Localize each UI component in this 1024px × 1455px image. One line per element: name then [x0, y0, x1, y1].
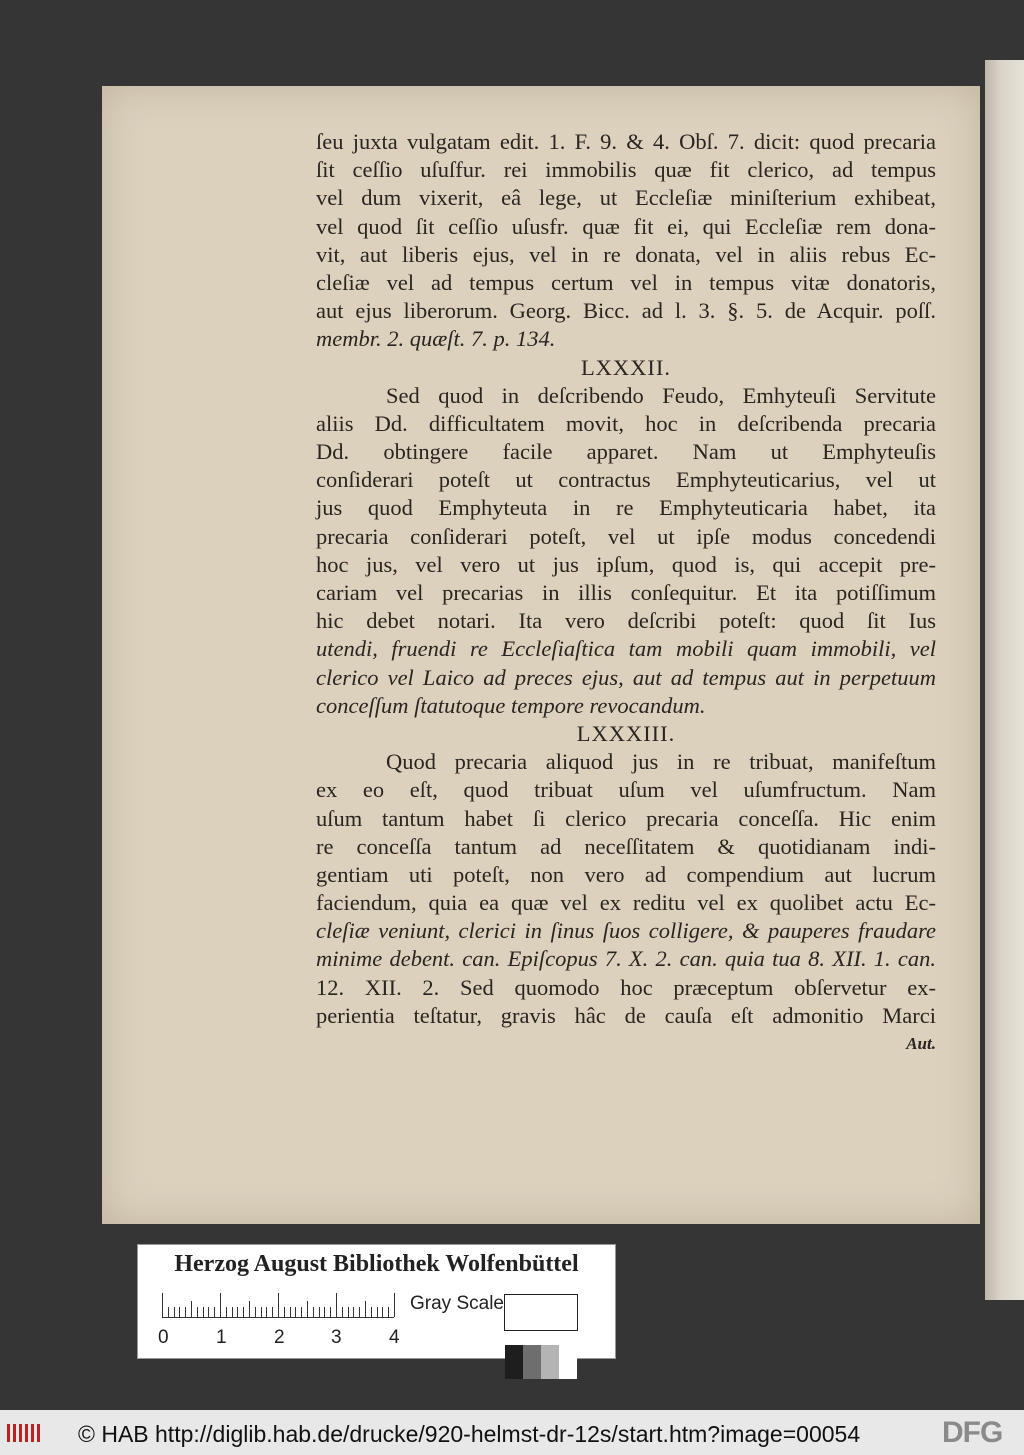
text-line: Dd. obtingere facile apparet. Nam ut Emphyteuſis [316, 439, 936, 465]
library-name: Herzog August Bibliothek Wolfenbüttel [174, 1251, 579, 1277]
text-line: minime debent. can. Epiſcopus 7. X. 2. can. quia tua 8. XII. 1. can. [316, 946, 936, 972]
hab-logo-icon [6, 1422, 44, 1444]
ruler-tick [382, 1307, 383, 1317]
ruler-number: 3 [331, 1327, 342, 1348]
ruler-tick [313, 1307, 314, 1317]
ruler-tick [394, 1293, 395, 1317]
text-line: cleſiæ vel ad tempus certum vel in tempus vitæ donatoris, [316, 269, 936, 295]
ruler-number: 0 [158, 1327, 169, 1348]
page-text [316, 128, 936, 1058]
ruler-tick [301, 1307, 302, 1317]
ruler-tick [162, 1293, 163, 1317]
text-line: ſit ceſſio uſuſfur. rei immobilis quæ fit clerico, ad tempus [316, 157, 936, 183]
ruler-tick [220, 1293, 221, 1317]
ruler-tick [307, 1301, 308, 1317]
ruler-tick [278, 1293, 279, 1317]
gray-scale-swatches [504, 1294, 578, 1331]
ruler-tick [284, 1307, 285, 1317]
ruler-tick [330, 1307, 331, 1317]
ruler-tick [324, 1307, 325, 1317]
text-line: faciendum, quia ea quæ vel ex reditu vel ex quolibet actu Ec- [316, 890, 936, 916]
ruler-tick [208, 1307, 209, 1317]
text-line: membr. 2. quæſt. 7. p. 134. [316, 326, 556, 352]
measurement-ruler [162, 1293, 394, 1318]
ruler-number: 4 [389, 1327, 400, 1348]
text-line: Sed quod in deſcribendo Feudo, Emhyteuſi Servitute [386, 382, 936, 408]
ruler-tick [359, 1307, 360, 1317]
text-line: clerico vel Laico ad preces ejus, aut ad tempus aut in perpetuum [316, 664, 936, 690]
swatch-white [559, 1345, 577, 1379]
text-line: vit, aut liberis ejus, vel in re donata, vel in aliis rebus Ec- [316, 241, 936, 267]
ruler-tick [365, 1301, 366, 1317]
text-line: conceſſum ſtatutoque tempore revocandum. [316, 692, 706, 718]
swatch-dark-gray [523, 1345, 541, 1379]
text-line: uſum tantum habet ſi clerico precaria conceſſa. Hic enim [316, 805, 936, 831]
ruler-tick [255, 1307, 256, 1317]
text-line: re conceſſa tantum ad neceſſitatem & quotidianam indi- [316, 833, 936, 859]
ruler-tick [174, 1307, 175, 1317]
section-heading: LXXXII. [580, 354, 672, 380]
footer-bar [0, 1410, 1024, 1455]
ruler-tick [295, 1307, 296, 1317]
library-color-card [137, 1244, 616, 1359]
ruler-tick [191, 1301, 192, 1317]
text-line: cariam vel precarias in illis conſequitur. Et ita potiſſimum [316, 580, 936, 605]
swatch-black [505, 1345, 523, 1379]
ruler-tick [249, 1301, 250, 1317]
text-line: hic debet notari. Ita vero deſcribi poteſt: quod ſit Ius [316, 608, 936, 634]
ruler-tick [214, 1307, 215, 1317]
ruler-tick [290, 1307, 291, 1317]
ruler-tick [243, 1307, 244, 1317]
ruler-number: 1 [216, 1327, 227, 1348]
catchword: Aut. [906, 1034, 936, 1053]
text-line: aut ejus liberorum. Georg. Bicc. ad l. 3. §. 5. de Acquir. poſſ. [316, 298, 936, 324]
ruler-tick [348, 1307, 349, 1317]
ruler-tick [197, 1307, 198, 1317]
ruler-tick [179, 1307, 180, 1317]
ruler-tick [237, 1307, 238, 1317]
text-line: gentiam uti poteſt, non vero ad compendium aut lucrum [316, 861, 936, 887]
ruler-tick [342, 1307, 343, 1317]
copyright-url[interactable]: © HAB http://diglib.hab.de/drucke/920-helmst-dr-12s/start.htm?image=00054 [78, 1421, 861, 1447]
text-line: vel quod ſit ceſſio uſusfr. quæ fit ei, qui Eccleſiæ rem dona- [316, 213, 936, 239]
ruler-tick [319, 1307, 320, 1317]
text-line: hoc jus, vel vero ut jus ipſum, quod is, qui accepit pre- [316, 551, 936, 577]
text-line: conſiderari poteſt ut contractus Emphyteuticarius, vel ut [316, 467, 936, 493]
ruler-tick [377, 1307, 378, 1317]
text-line: jus quod Emphyteuta in re Emphyteuticaria habet, ita [316, 495, 936, 521]
ruler-tick [203, 1307, 204, 1317]
section-heading: LXXXIII. [576, 720, 676, 746]
dfg-logo: DFG [942, 1416, 1003, 1449]
text-line: Quod precaria aliquod jus in re tribuat, manifeſtum [386, 749, 936, 775]
ruler-tick [261, 1307, 262, 1317]
swatch-light-gray [541, 1345, 559, 1379]
ruler-tick [185, 1307, 186, 1317]
text-line: aliis Dd. difficultatem movit, hoc in deſcribenda precaria [316, 410, 936, 436]
text-line: perientia teſtatur, gravis hâc de cauſa eſt admonitio Marci [316, 1002, 936, 1028]
ruler-tick [266, 1307, 267, 1317]
ruler-tick [388, 1307, 389, 1317]
adjacent-page-edge [985, 60, 1024, 1300]
ruler-tick [371, 1307, 372, 1317]
text-line: ex eo eſt, quod tribuat uſum vel uſumfructum. Nam [316, 777, 936, 803]
text-line: cleſiæ veniunt, clerici in ſinus ſuos colligere, & pauperes fraudare [316, 918, 936, 944]
ruler-tick [232, 1307, 233, 1317]
ruler-number: 2 [274, 1327, 285, 1348]
ruler-tick [226, 1307, 227, 1317]
text-line: ſeu juxta vulgatam edit. 1. F. 9. & 4. Obſ. 7. dicit: quod precaria [316, 129, 936, 154]
gray-scale-label: Gray Scale [410, 1293, 504, 1314]
ruler-tick [272, 1307, 273, 1317]
ruler-tick [168, 1307, 169, 1317]
ruler-tick [336, 1293, 337, 1317]
ruler-tick [353, 1307, 354, 1317]
text-line: utendi, fruendi re Eccleſiaſtica tam mobili quam immobili, vel [316, 636, 936, 662]
text-line: precaria conſiderari poteſt, vel ut ipſe modus concedendi [316, 523, 936, 549]
text-line: vel dum vixerit, eâ lege, ut Eccleſiæ miniſterium exhibeat, [316, 185, 936, 211]
text-line: 12. XII. 2. Sed quomodo hoc præceptum obſervetur ex- [316, 974, 936, 1000]
